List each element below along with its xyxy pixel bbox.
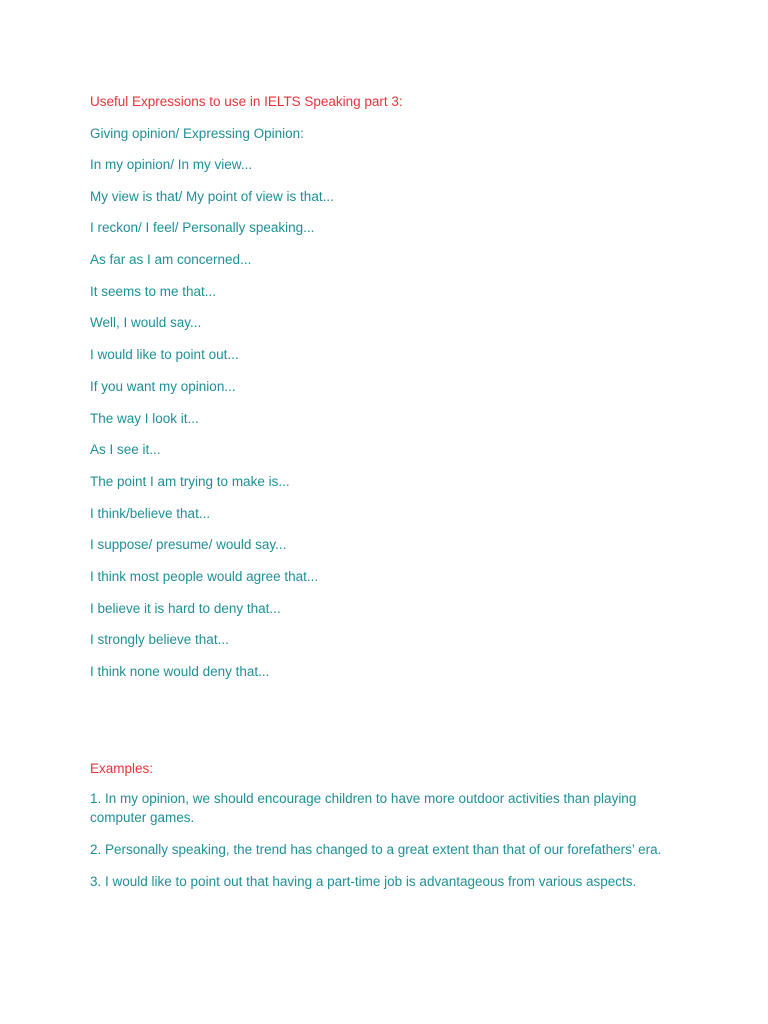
examples-heading: Examples:	[90, 761, 154, 776]
expression-item: The way I look it...	[90, 410, 199, 426]
expression-item: As far as I am concerned...	[90, 252, 252, 268]
expression-item: In my opinion/ In my view...	[90, 157, 253, 172]
expression-item: I think most people would agree that...	[90, 568, 319, 584]
expression-item: I suppose/ presume/ would say...	[90, 537, 287, 553]
expression-item: The point I am trying to make is...	[90, 473, 290, 489]
expression-item: Well, I would say...	[90, 315, 202, 331]
example-item: 3. I would like to point out that having a part-time job is advantageous from various aspects.	[90, 874, 637, 889]
section-heading: Giving opinion/ Expressing Opinion:	[90, 126, 304, 141]
examples-list	[90, 789, 690, 904]
expression-item: I think/believe that...	[90, 505, 211, 521]
expression-item: I believe it is hard to deny that...	[90, 600, 281, 616]
expression-item: If you want my opinion...	[90, 378, 236, 394]
expression-item: I strongly believe that...	[90, 632, 229, 648]
expressions-list	[90, 155, 334, 694]
document-title: Useful Expressions to use in IELTS Speaking part 3:	[90, 94, 403, 109]
expression-item: I reckon/ I feel/ Personally speaking...	[90, 220, 315, 236]
expression-item: I think none would deny that...	[90, 664, 270, 679]
expression-item: I would like to point out...	[90, 347, 239, 363]
example-item: 2. Personally speaking, the trend has changed to a great extent than that of our forefathers’ era.	[90, 842, 662, 857]
expression-item: My view is that/ My point of view is that...	[90, 188, 334, 204]
expression-item: It seems to me that...	[90, 283, 217, 299]
example-item: 1. In my opinion, we should encourage children to have more outdoor activities than playing computer games.	[90, 791, 637, 825]
expression-item: As I see it...	[90, 442, 161, 458]
